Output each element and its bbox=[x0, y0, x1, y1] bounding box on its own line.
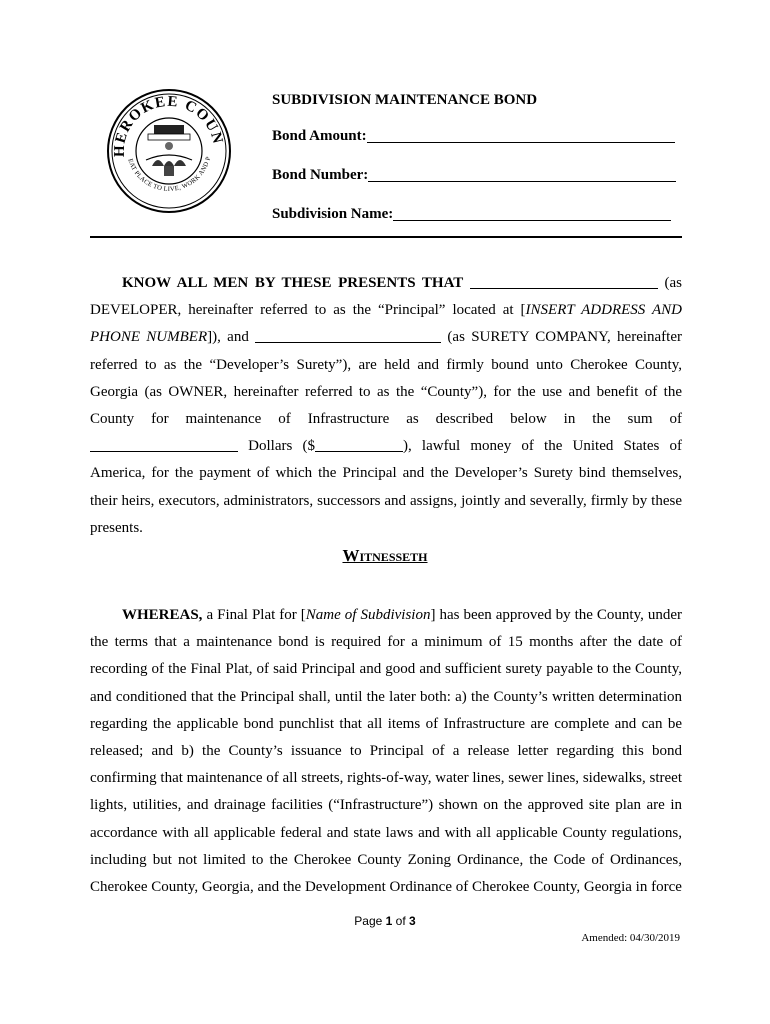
p1-insert-address: INSERT ADDRESS AND PHONE NUMBER bbox=[90, 302, 682, 346]
p1-text-1: (as DEVELOPER, hereinafter referred to as the “Principal” located at [ bbox=[90, 275, 683, 319]
seal-bottom-text: EAT PLACE TO LIVE, WORK AND P bbox=[126, 155, 213, 193]
p1-text-3: (as SURETY COMPANY, hereinafter referred to as the “Developer’s Surety”), are held and firmly bound unto Cherokee County, Georgia (as OWNER, hereinafter referred to as the “County”), for the use and benefit of the County for maintenance of Infrastructure as described below in the sum of bbox=[90, 329, 682, 428]
subdivision-name-field bbox=[272, 206, 692, 226]
header-divider bbox=[90, 236, 682, 238]
county-seal bbox=[106, 88, 232, 214]
page-number: Page 1 of 3 bbox=[354, 914, 416, 928]
bond-number-label: Bond Number: bbox=[272, 167, 369, 183]
bond-amount-blank[interactable] bbox=[367, 128, 675, 143]
developer-name-blank[interactable] bbox=[470, 275, 658, 289]
p2-lead: WHEREAS, bbox=[122, 607, 203, 623]
paragraph-know-all-men bbox=[90, 270, 682, 542]
sum-words-blank[interactable] bbox=[90, 438, 238, 452]
p2-name-of-subdivision: Name of Subdivision bbox=[305, 607, 431, 623]
bond-amount-label: Bond Amount: bbox=[272, 128, 367, 144]
witnesseth-heading: Witnesseth bbox=[342, 546, 428, 565]
subdivision-name-label: Subdivision Name: bbox=[272, 206, 394, 222]
document-title: SUBDIVISION MAINTENANCE BOND bbox=[272, 92, 538, 108]
county-seal-graphic bbox=[106, 88, 232, 214]
seal-top-text: HEROKEE COUN bbox=[111, 93, 226, 158]
amended-date: Amended: 04/30/2019 bbox=[581, 932, 680, 944]
p2-text-2: ] has been approved by the County, under the terms that a maintenance bond is required for a minimum of 15 months after the date of recording of the Final Plat, of said Principal and good and sufficient surety payable to the County, and conditioned that the Principal shall, until the later both: a) the County’s written determination regarding the applicable bond punchlist that all items of Infrastructure are complete and can be released; and b) the County’s issuance to Principal of a release letter regarding this bond confirming that maintenance of all streets, rights-of-way, water lines, sewer lines, sidewalks, street lights, utilities, and drainage facilities (“Infrastructure”) shown on the approved site plan are in accordance with all applicable federal and state laws and with all applicable County regulations, including but not limited to the Cherokee County Zoning Ordinance, the Code of Ordinances, Cherokee County, Georgia, and the Development Ordinance of Cherokee County, Georgia in force bbox=[90, 607, 683, 896]
p1-lead: KNOW ALL MEN BY THESE PRESENTS THAT bbox=[122, 275, 464, 291]
bond-header bbox=[272, 92, 692, 245]
paragraph-whereas bbox=[90, 602, 682, 901]
bond-amount-field bbox=[272, 128, 692, 148]
surety-company-blank[interactable] bbox=[255, 329, 441, 343]
sum-amount-blank[interactable] bbox=[315, 438, 403, 452]
p2-text-1: a Final Plat for [ bbox=[206, 607, 306, 623]
p1-text-2: ]), and bbox=[207, 329, 249, 346]
p1-text-5: ), lawful money of the United States of America, for the payment of which the Principal and the Developer’s Surety bind themselves, their heirs, executors, administrators, successors and assigns, jointly and severally, firmly by these presents. bbox=[90, 438, 683, 536]
p1-text-4: Dollars ($ bbox=[248, 438, 315, 455]
bond-number-field bbox=[272, 167, 692, 187]
subdivision-name-blank[interactable] bbox=[393, 206, 671, 221]
bond-number-blank[interactable] bbox=[368, 167, 676, 182]
